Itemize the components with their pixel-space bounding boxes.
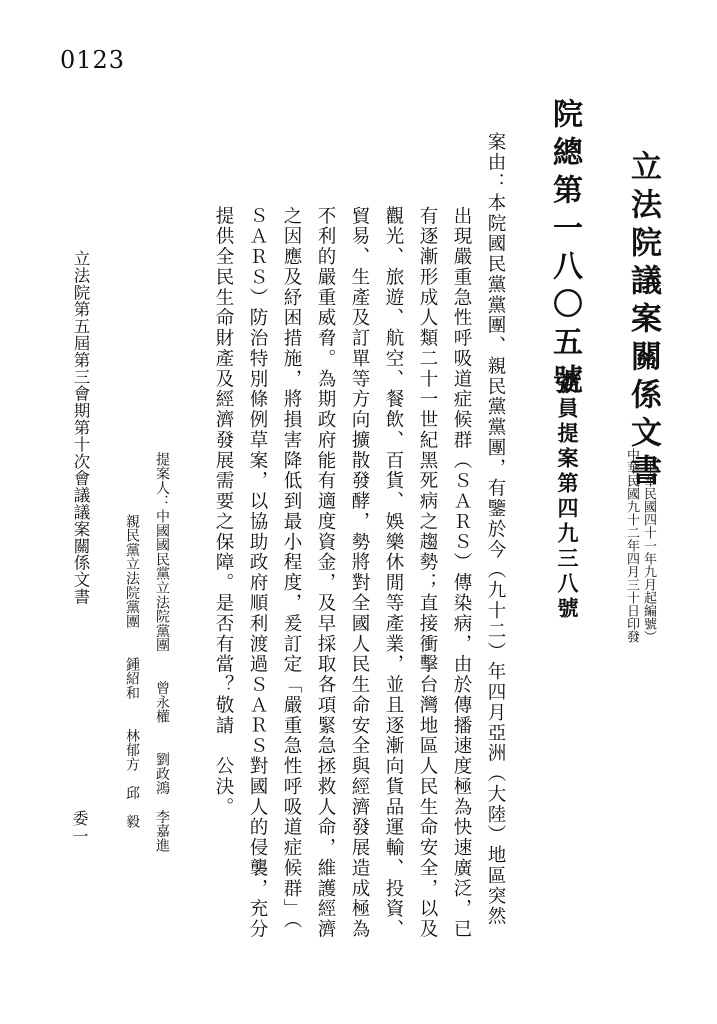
body-line: ＳＡＲＳ）防治特別條例草案，以協助政府順利渡過ＳＡＲＳ對國人的侵襲，充分	[247, 206, 268, 940]
proposers-line-1: 提案人：中國國民黨立法院黨團 曾永權 劉政鴻 李嘉進	[154, 452, 170, 853]
body-line: 提供全民生命財產及經濟發展需要之保障。是否有當？敬請 公決。	[213, 206, 234, 818]
page-label: 委一	[70, 810, 89, 846]
page-number: 0123	[60, 46, 126, 74]
body-line: 不利的嚴重威脅。為期政府能有適度資金，及早採取各項緊急拯救人命，維護經濟	[315, 206, 336, 940]
edition-note: （中華民國四十一年九月起編號）	[641, 448, 656, 643]
body-line: 之因應及紓困措施，將損害降低到最小程度，爰訂定「嚴重急性呼吸道症候群」（	[281, 206, 302, 931]
session-footer: 立法院第五屆第三會期第十次會議議案關係文書	[71, 250, 90, 605]
body-line: 有逐漸形成人類二十一世紀黑死病之趨勢；直接衝擊台灣地區人民生命安全，以及	[417, 206, 438, 940]
body-line: 觀光、旅遊、航空、餐飲、百貨、娛樂休閒等產業，並且逐漸向貨品運輸、投資、	[383, 206, 404, 940]
body-line: 案由：本院國民黨黨團、親民黨黨團，有鑒於今（九十二）年四月亞洲（大陸）地區突然	[485, 132, 506, 927]
body-line: 出現嚴重急性呼吸道症候群（ＳＡＲＳ）傳染病，由於傳播速度極為快速廣泛，已	[451, 206, 472, 940]
body-line: 貿易、生產及訂單等方向擴散發酵，勢將對全國人民生命安全與經濟發展造成極為	[349, 206, 370, 940]
document-title: 立法院議案關係文書	[625, 150, 661, 492]
proposers-line-2: 親民黨立法院黨團 鍾紹和 林郁方 邱 毅	[124, 514, 140, 829]
bill-number: 院總第一八〇五號	[547, 98, 582, 402]
proposal-number: 委員提案第四九三八號	[555, 372, 580, 622]
print-date: 中華民國九十二年四月三十日印發	[624, 448, 639, 643]
